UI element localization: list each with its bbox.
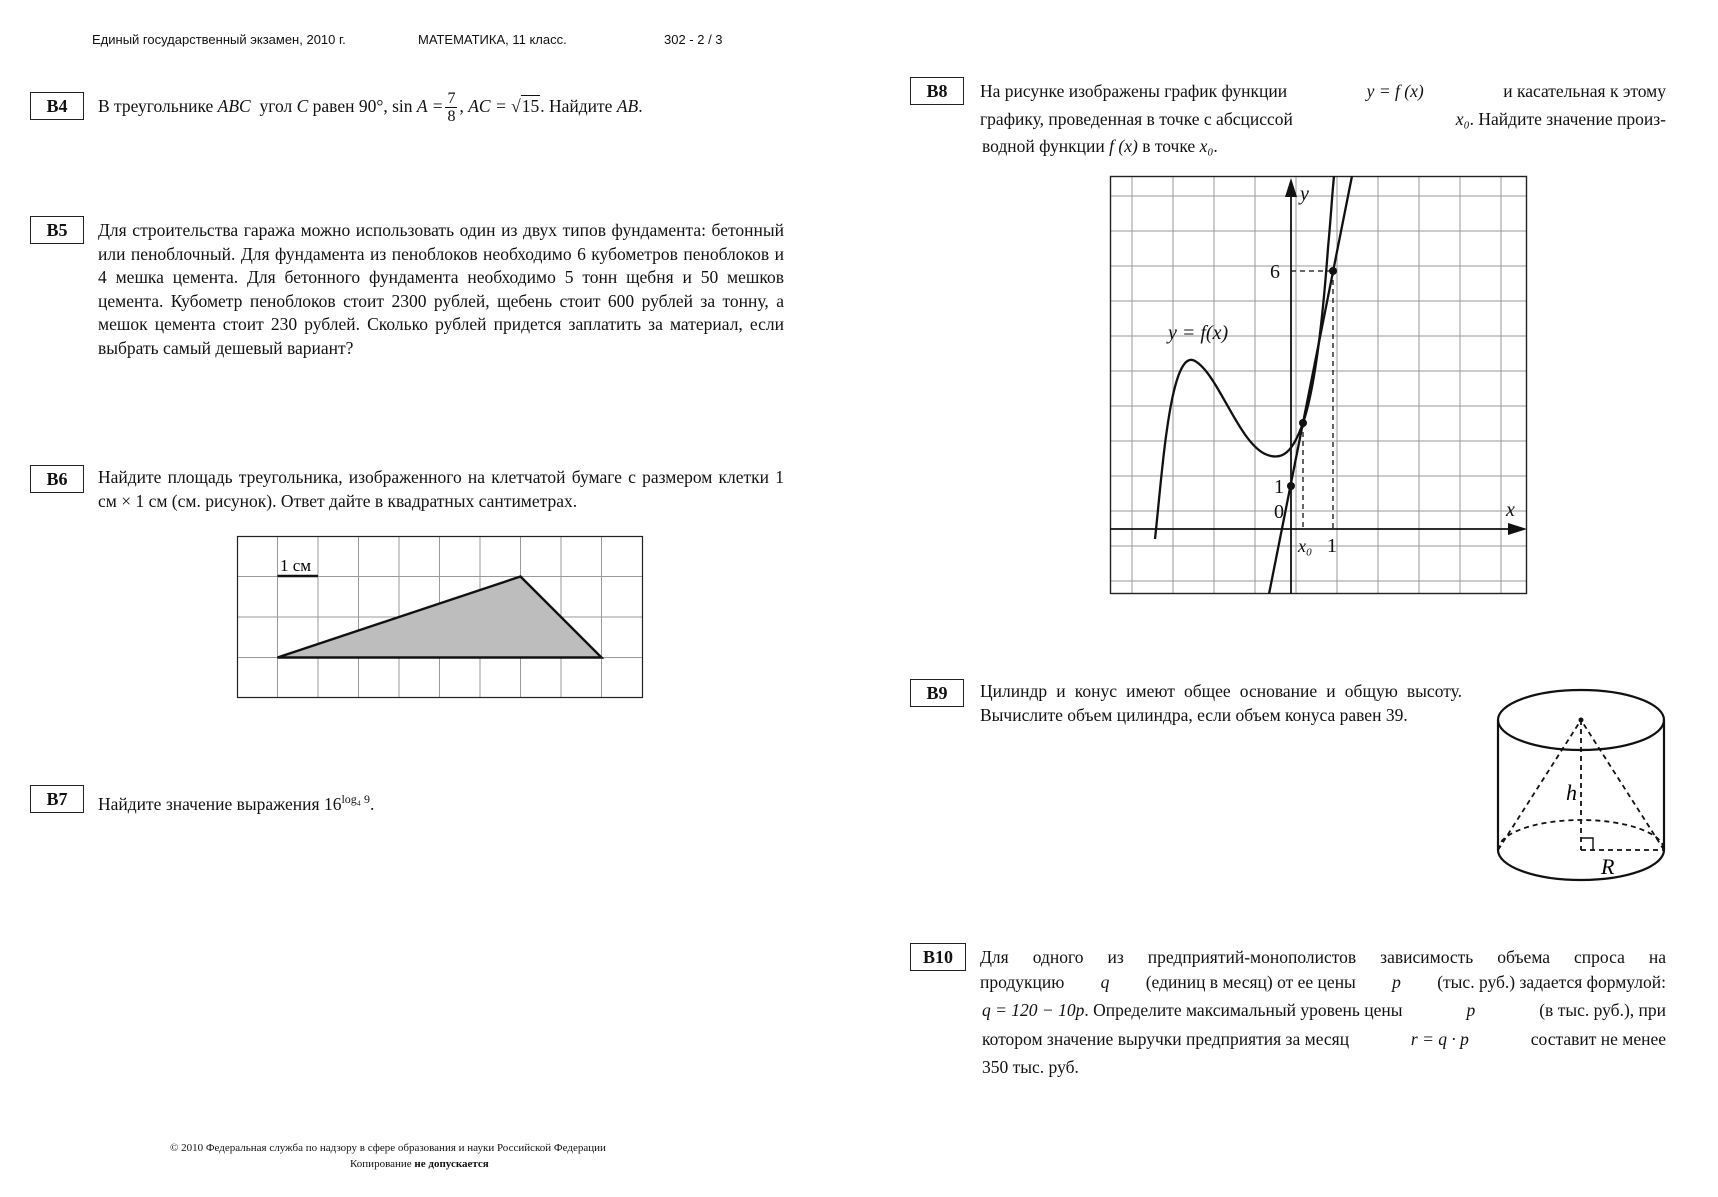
x-axis-label: x [1506, 499, 1515, 521]
task-label-b5: B5 [30, 216, 84, 244]
task-b8-line3: водной функции f (x) в точке x₀. [982, 136, 1218, 156]
b8-function-graph [1110, 176, 1527, 594]
function-label: y = f(x) [1168, 322, 1229, 344]
task-label-b6: B6 [30, 465, 84, 493]
origin-label: 0 [1274, 501, 1284, 523]
header-page: 302 - 2 / 3 [664, 32, 723, 47]
point-x1 [1329, 267, 1337, 275]
header-subject: МАТЕМАТИКА, 11 класс. [418, 32, 567, 47]
tangent-point [1299, 419, 1307, 427]
header-exam: Единый государственный экзамен, 2010 г. [92, 32, 346, 47]
height-label: h [1566, 780, 1577, 805]
tick-label-6: 6 [1270, 261, 1280, 283]
task-label-b9: B9 [910, 679, 964, 707]
task-b4-text: В треугольнике ABC угол C равен 90°, sin A = $\frac{7}{8}$ , AC = √15. Найдите AB. [98, 90, 643, 126]
task-b6-text: Найдите площадь треугольника, изображенного на клетчатой бумаге с размером клетки 1 см × 1 см (см. рисунок). Ответ дайте в квадратных сантиметрах. [98, 467, 784, 511]
tick-label-x1: 1 [1327, 535, 1337, 557]
task-b10-line1: Для одного из предприятий-монополистов зависимость объема спроса на [980, 947, 1666, 967]
function-curve [1155, 176, 1334, 539]
task-label-b8: B8 [910, 77, 964, 105]
task-b5-text: Для строительства гаража можно использовать один из двух типов фундамента: бетонный или пеноблочный. Для фундамента из пеноблоков необходимо 6 кубометров пеноблоков и 4 мешка цемента. Для бетонного фундамента необходимо 5 тонн щебня и 50 мешков цемента. Кубометр пеноблоков стоит 2300 рублей, щебень стоит 600 рублей за тонну, а мешок цемента стоит 230 рублей. Сколько рублей придется заплатить за материал, если выбрать самый дешевый вариант? [98, 220, 784, 358]
radius-label: R [1601, 854, 1615, 879]
tick-label-1: 1 [1274, 476, 1284, 498]
b6-grid-figure [237, 536, 643, 698]
task-b7-text: Найдите значение выражения $16^{log_4 9}$. [98, 792, 375, 814]
task-label-b10: B10 [910, 943, 966, 971]
b9-cylinder-cone-figure [1490, 684, 1672, 884]
tangent-line [1269, 176, 1352, 594]
task-b10-line4: котором значение выручки предприятия за месяц r = q · p составит не менее [982, 1029, 1666, 1049]
tick-label-x0: x₀ [1298, 536, 1313, 556]
task-label-b4: B4 [30, 92, 84, 120]
task-b8-line2: графику, проведенная в точке с абсциссой x₀. Найдите значение произ- [980, 109, 1666, 129]
scale-label: 1 см [280, 556, 312, 575]
footer-copyright: © 2010 Федеральная служба по надзору в сфере образования и науки Российской Федерации [170, 1142, 606, 1154]
point-y1 [1287, 482, 1295, 490]
task-b10-line2: продукцию q (единиц в месяц) от ее цены p (тыс. руб.) задается формулой: [980, 972, 1666, 992]
task-b10-line5: 350 тыс. руб. [982, 1057, 1079, 1077]
footer-copy-notice: Копирование не допускается [350, 1158, 489, 1170]
y-axis-label: y [1300, 183, 1309, 205]
task-b8-line1: На рисунке изображены график функции y = f (x) и касательная к этому [980, 81, 1666, 101]
task-b9-text: Цилиндр и конус имеют общее основание и общую высоту. Вычислите объем цилиндра, если объем конуса равен 39. [980, 681, 1462, 725]
task-b10-line3: q = 120 − 10p. Определите максимальный уровень цены p (в тыс. руб.), при [982, 1000, 1666, 1020]
fraction-7-8: $\frac{7}{8}$ [447, 90, 456, 126]
task-label-b7: B7 [30, 785, 84, 813]
